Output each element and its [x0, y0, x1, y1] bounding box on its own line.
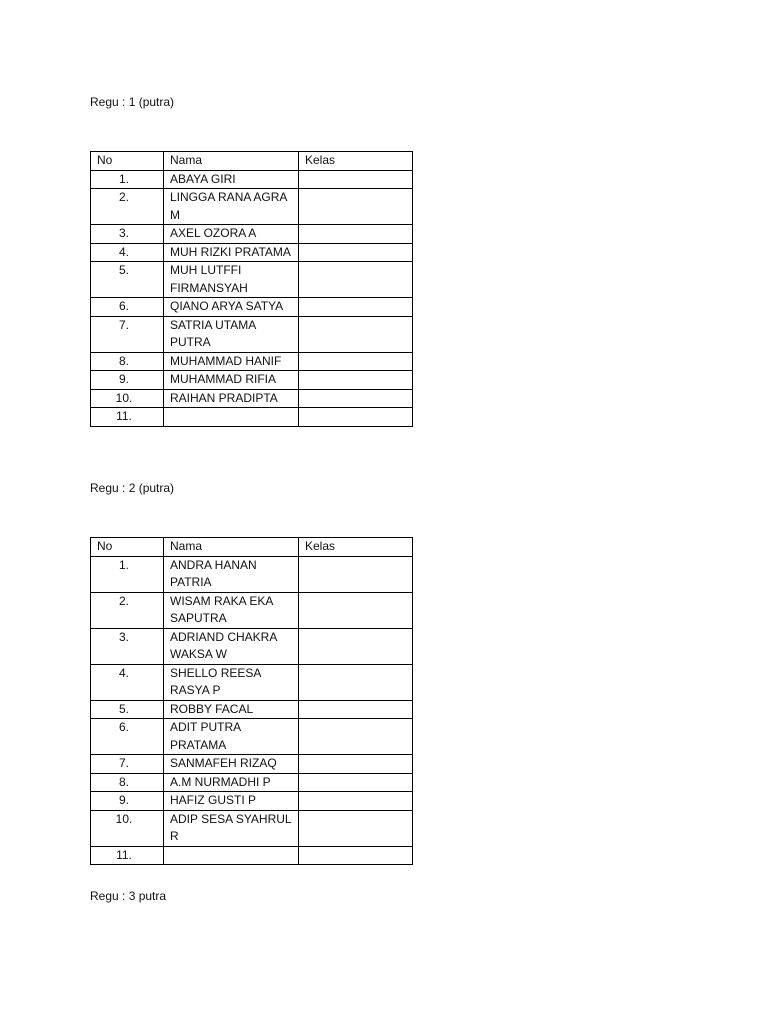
cell-no: 1. [91, 556, 164, 592]
cell-kelas [299, 371, 413, 390]
cell-no: 7. [91, 316, 164, 352]
cell-nama: WISAM RAKA EKA SAPUTRA [164, 592, 299, 628]
header-kelas: Kelas [299, 538, 413, 557]
cell-nama: SATRIA UTAMA PUTRA [164, 316, 299, 352]
cell-no: 8. [91, 773, 164, 792]
table-row [91, 189, 413, 225]
header-kelas: Kelas [299, 152, 413, 171]
table-row [91, 371, 413, 390]
cell-no: 11. [91, 408, 164, 427]
cell-kelas [299, 189, 413, 225]
cell-nama: LINGGA RANA AGRA M [164, 189, 299, 225]
cell-kelas [299, 628, 413, 664]
table-row [91, 664, 413, 700]
cell-nama [164, 846, 299, 865]
table-row [91, 262, 413, 298]
table-row [91, 170, 413, 189]
section-title-regu-3: Regu : 3 putra [90, 889, 167, 903]
cell-kelas [299, 719, 413, 755]
table-row [91, 719, 413, 755]
cell-no: 3. [91, 628, 164, 664]
table-row [91, 700, 413, 719]
cell-nama: HAFIZ GUSTI P [164, 792, 299, 811]
cell-nama: RAIHAN PRADIPTA [164, 389, 299, 408]
cell-kelas [299, 773, 413, 792]
header-nama: Nama [164, 152, 299, 171]
table-row [91, 389, 413, 408]
table-row [91, 352, 413, 371]
cell-kelas [299, 846, 413, 865]
cell-no: 6. [91, 298, 164, 317]
table-row [91, 846, 413, 865]
table-row [91, 408, 413, 427]
cell-no: 3. [91, 225, 164, 244]
cell-kelas [299, 262, 413, 298]
cell-nama: MUH RIZKI PRATAMA [164, 243, 299, 262]
cell-kelas [299, 556, 413, 592]
header-no: No [91, 152, 164, 171]
cell-kelas [299, 408, 413, 427]
table-row [91, 628, 413, 664]
cell-no: 11. [91, 846, 164, 865]
roster-table-regu-1 [90, 151, 413, 427]
section-title-regu-2: Regu : 2 (putra) [90, 481, 175, 495]
cell-nama: AXEL OZORA A [164, 225, 299, 244]
table-row [91, 592, 413, 628]
cell-kelas [299, 352, 413, 371]
cell-nama: QIANO ARYA SATYA [164, 298, 299, 317]
cell-no: 4. [91, 243, 164, 262]
cell-no: 7. [91, 755, 164, 774]
cell-kelas [299, 316, 413, 352]
cell-nama: SANMAFEH RIZAQ [164, 755, 299, 774]
cell-no: 5. [91, 262, 164, 298]
cell-no: 9. [91, 371, 164, 390]
cell-kelas [299, 810, 413, 846]
header-nama: Nama [164, 538, 299, 557]
cell-nama: ADRIAND CHAKRA WAKSA W [164, 628, 299, 664]
cell-kelas [299, 592, 413, 628]
table-row [91, 792, 413, 811]
table-row [91, 755, 413, 774]
cell-nama: ANDRA HANAN PATRIA [164, 556, 299, 592]
cell-no: 6. [91, 719, 164, 755]
cell-no: 1. [91, 170, 164, 189]
table-header-row [91, 538, 413, 557]
cell-no: 2. [91, 592, 164, 628]
section-title-regu-1: Regu : 1 (putra) [90, 95, 175, 109]
cell-no: 4. [91, 664, 164, 700]
cell-kelas [299, 243, 413, 262]
table-row [91, 316, 413, 352]
cell-kelas [299, 700, 413, 719]
table-row [91, 810, 413, 846]
cell-no: 10. [91, 389, 164, 408]
cell-kelas [299, 170, 413, 189]
cell-no: 2. [91, 189, 164, 225]
cell-nama: ADIT PUTRA PRATAMA [164, 719, 299, 755]
cell-no: 9. [91, 792, 164, 811]
header-no: No [91, 538, 164, 557]
cell-nama: ADIP SESA SYAHRUL R [164, 810, 299, 846]
cell-kelas [299, 389, 413, 408]
cell-nama: MUHAMMAD HANIF [164, 352, 299, 371]
table-header-row [91, 152, 413, 171]
cell-nama [164, 408, 299, 427]
cell-nama: SHELLO REESA RASYA P [164, 664, 299, 700]
cell-no: 10. [91, 810, 164, 846]
cell-nama: MUH LUTFFI FIRMANSYAH [164, 262, 299, 298]
cell-nama: A.M NURMADHI P [164, 773, 299, 792]
table-row [91, 773, 413, 792]
cell-kelas [299, 792, 413, 811]
cell-no: 5. [91, 700, 164, 719]
cell-kelas [299, 298, 413, 317]
cell-no: 8. [91, 352, 164, 371]
table-row [91, 556, 413, 592]
table-row [91, 298, 413, 317]
table-row [91, 225, 413, 244]
cell-kelas [299, 755, 413, 774]
cell-kelas [299, 225, 413, 244]
roster-table-regu-2 [90, 537, 413, 865]
cell-nama: ABAYA GIRI [164, 170, 299, 189]
cell-kelas [299, 664, 413, 700]
table-row [91, 243, 413, 262]
cell-nama: MUHAMMAD RIFIA [164, 371, 299, 390]
cell-nama: ROBBY FACAL [164, 700, 299, 719]
